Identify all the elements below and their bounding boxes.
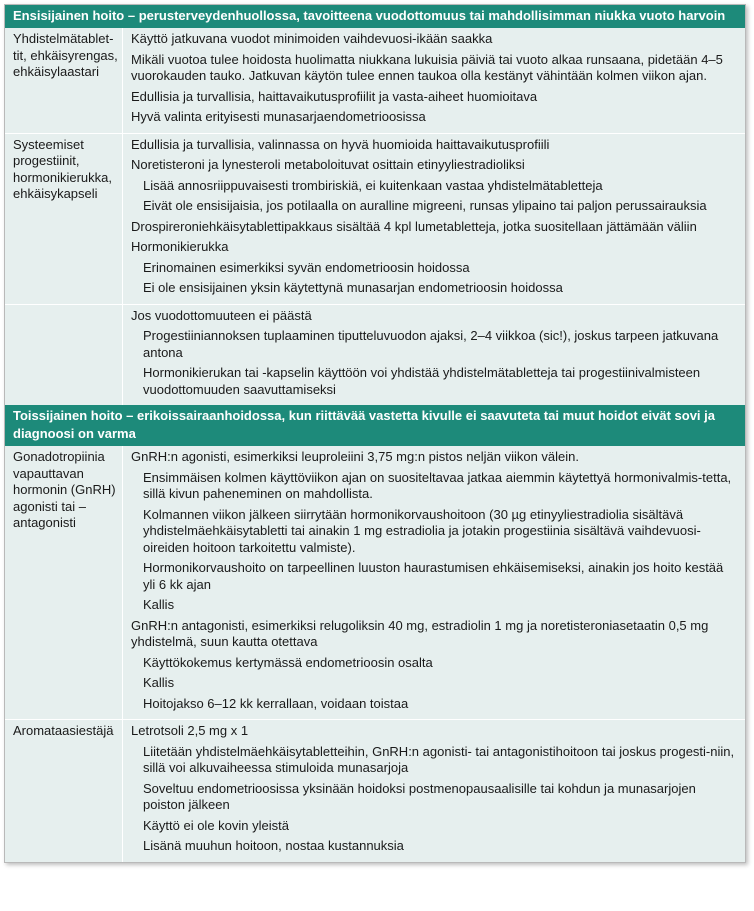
sub-item: Progestiiniannoksen tuplaaminen tiputteluvuodon ajaksi, 2–4 viikkoa (sic!), joskus tarpeen jatkuvana antona [143,328,719,360]
table-row [5,446,745,719]
row-label: Gonadotropiinia vapauttavan hormonin (GnRH) agonisti tai – antagonisti [5,446,123,719]
sub-item: Lisää annosriippuvaisesti trombiriskiä, ei kuitenkaan vastaa yhdistelmätabletteja [143,177,603,193]
sub-item: Hormonikorvaushoito on tarpeellinen luuston haurastumisen ehkäisemiseksi, ainakin jos hoito kestää yli 6 kk ajan [143,560,724,592]
sub-item: Eivät ole ensisijaisia, jos potilaalla on auralline migreeni, runsas ylipaino tai paljon perussairauksia [143,198,707,213]
row-label: Aromataasiestäjä [5,720,123,862]
section-header: Ensisijainen hoito – perusterveydenhuollossa, tavoitteena vuodottomuus tai mahdollisimman niukka vuoto harvoin [5,5,745,28]
list-item: Drospireroniehkäisytablettipakkaus sisältää 4 kpl lumetabletteja, jotka suositellaan jättämään väliin [131,218,697,234]
list-item: Käyttö jatkuvana vuodot minimoiden vaihdevuosi-ikään saakka [131,31,493,46]
treatment-table [4,4,746,863]
row-label: Systeemiset progestiinit, hormonikierukka, ehkäisykapseli [5,134,123,304]
sub-item: Käyttö ei ole kovin yleistä [143,817,289,833]
sub-item: Hoitojakso 6–12 kk kerrallaan, voidaan toistaa [143,695,409,711]
table-row [5,719,745,862]
sub-item: Hormonikierukan tai -kapselin käyttöön voi yhdistää yhdistelmätabletteja tai progestiinivalmisteen vuodottomuuden saavuttamiseksi [143,365,701,397]
list-item: Hyvä valinta erityisesti munasarjaendometrioosissa [131,109,426,124]
row-content [123,134,745,304]
sub-item: Ei ole ensisijainen yksin käytettynä munasarjan endometrioosin hoidossa [143,280,563,295]
table-row [5,28,745,133]
list-item: GnRH:n antagonisti, esimerkiksi relugoliksin 40 mg, estradiolin 1 mg ja noretisteroniasetaatin 0,5 mg yhdistelmä, suun kautta otettava [131,617,709,649]
sub-item: Ensimmäisen kolmen käyttöviikon ajan on suositeltavaa jatkaa aiemmin käytettyä hormonivalmis-tetta, sillä kivun paheneminen on mahdollista. [143,469,732,501]
sub-item: Lisänä muuhun hoitoon, nostaa kustannuksia [143,838,404,853]
sub-item: Kallis [143,675,175,690]
table-row [5,304,745,406]
table-row [5,133,745,304]
sub-item: Liitetään yhdistelmäehkäisytabletteihin, GnRH:n agonisti- tai antagonistihoitoon tai joskus progesti-niin, sillä voi alkuvaiheessa stimuloida munasarjoja [143,743,735,775]
row-content [123,28,745,133]
sub-item: Erinomainen esimerkiksi syvän endometrioosin hoidossa [143,259,470,275]
list-item: Noretisteroni ja lynesteroli metaboloituvat osittain etinyyliestradioliksi [131,157,525,172]
row-content [123,446,745,719]
sub-item: Käyttökokemus kertymässä endometrioosin osalta [143,654,433,670]
section-header: Toissijainen hoito – erikoissairaanhoidossa, kun riittävää vastetta kivulle ei saavuteta tai muut hoidot eivät sovi ja diagnoosi on varma [5,405,745,446]
list-item: Hormonikierukka [131,239,229,254]
list-item: Edullisia ja turvallisia, haittavaikutusprofiilit ja vasta-aiheet huomioitava [131,88,538,104]
list-item: Mikäli vuotoa tulee hoidosta huolimatta niukkana lukuisia päiviä tai vuoto alkaa runsaana, pidetään 4–5 vuorokauden tauko. Jatkuvan käytön tulee ennen taukoa olla kestänyt vähintään kolmen viikon ajan. [131,51,723,83]
row-label: Yhdistelmätablet-tit, ehkäisyrengas, ehkäisylaastari [5,28,123,133]
sub-item: Kolmannen viikon jälkeen siirrytään hormonikorvaushoitoon (30 µg etinyyliestradiolia sisältävä yhdistelmäehkäisytabletti tai ainakin 1 mg estradiolia ja jotakin progestiinia sisältävä vaihdevuosi-oireiden hoitoon tarkoitettu valmiste). [143,506,701,555]
list-item: Jos vuodottomuuteen ei päästä [131,307,312,323]
sub-item: Kallis [143,597,175,612]
sub-item: Soveltuu endometrioosissa yksinään hoidoksi postmenopausaalisille tai kohdun ja munasarjojen poiston jälkeen [143,780,696,812]
row-label [5,305,123,406]
row-content [123,305,745,406]
row-content [123,720,745,862]
list-item: GnRH:n agonisti, esimerkiksi leuproleiini 3,75 mg:n pistos neljän viikon välein. [131,449,579,464]
list-item: Letrotsoli 2,5 mg x 1 [131,723,249,738]
list-item: Edullisia ja turvallisia, valinnassa on hyvä huomioida haittavaikutusprofiili [131,136,550,152]
